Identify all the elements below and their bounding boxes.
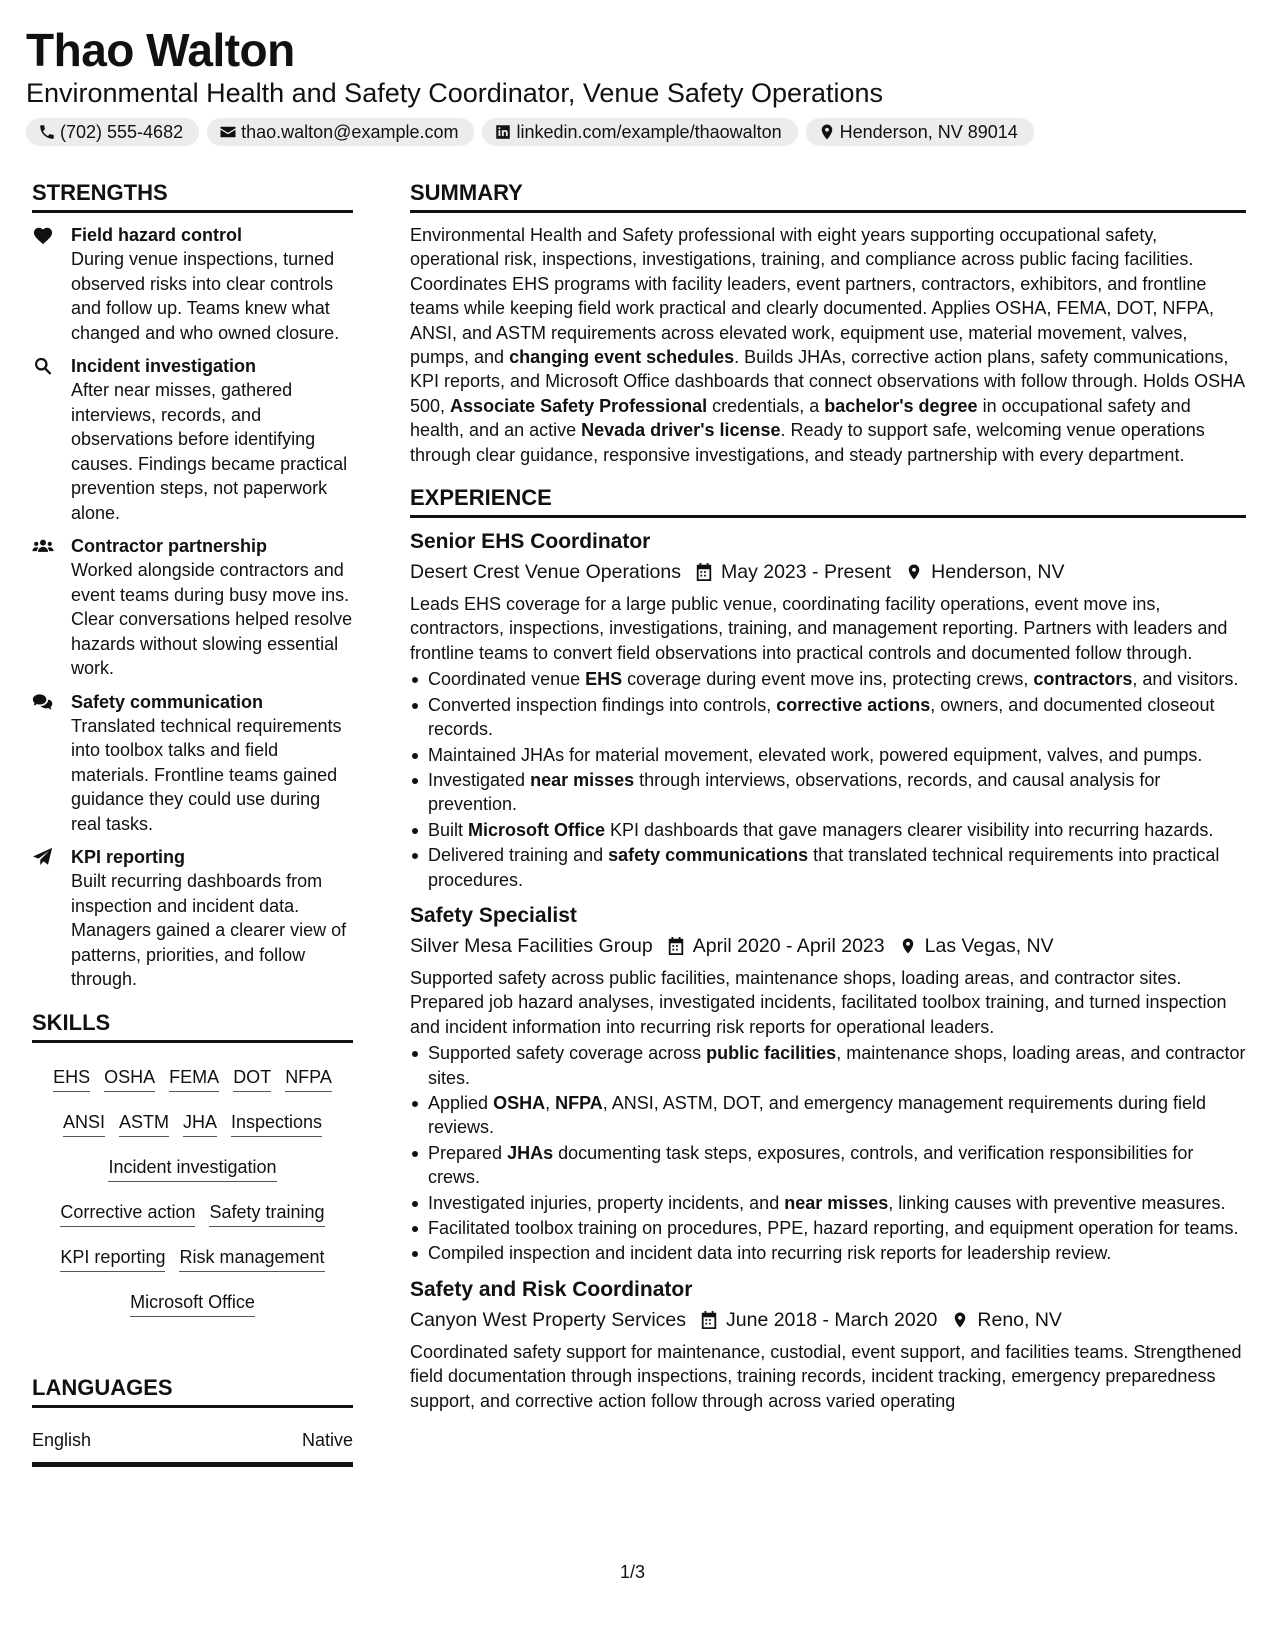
bold-text: Nevada driver's license (581, 420, 781, 441)
bold-text: Microsoft Office (468, 819, 606, 840)
job-bullet (410, 693, 1246, 742)
job-entry (410, 1276, 1246, 1413)
text-run: Environmental Health and Safety professional with eight years supporting occupational safety, operational risk, inspections, investigations, training, and compliance across public facing facilities. Coordinates EHS programs with facility leaders, event partners, contractors, exhibitors, and frontline teams while keeping field work practical and clearly documented. Applies OSHA, FEMA, DOT, NFPA, ANSI, and ASTM requirements across elevated work, equipment use, material movement, valves, pumps, and (410, 225, 1214, 368)
skill-tag: NFPA (285, 1065, 332, 1092)
strength-title: Safety communication (71, 691, 264, 712)
strength-item (32, 690, 353, 837)
text-run: Built (428, 819, 469, 840)
job-bullet (410, 818, 1246, 842)
phone-icon (38, 123, 56, 141)
contact-list (26, 118, 1251, 146)
job-description: Leads EHS coverage for a large public venue, coordinating facility operations, event move ins, contractors, inspections, investigations, training, and management reporting. Partners with leaders and frontline teams to convert field observations into practical controls and documented follow through. (410, 594, 1228, 663)
text-run: , ANSI, ASTM, DOT, and emergency management requirements during field reviews. (428, 1092, 1207, 1138)
page-number: 1/3 (620, 1562, 646, 1582)
job-entry (410, 902, 1246, 1266)
text-run: , maintenance shops, loading areas, and contractor sites. (428, 1043, 1246, 1088)
calendar-icon (695, 562, 713, 582)
job-bullet (410, 1191, 1246, 1215)
contact-linkedin-text: linkedin.com/example/thaowalton (516, 121, 782, 142)
strength-desc: Worked alongside contractors and event teams during busy move ins. Clear conversations helped resolve hazards without slowing essential work. (71, 560, 353, 678)
skills-row (32, 1280, 353, 1325)
paper-plane-icon (32, 847, 54, 867)
text-run: , (545, 1092, 556, 1113)
job-company: Canyon West Property Services (410, 1308, 686, 1331)
languages-heading: LANGUAGES (32, 1373, 353, 1408)
calendar-icon (667, 936, 685, 956)
right-column (410, 178, 1246, 1413)
skill-tag: JHA (183, 1110, 217, 1137)
text-run: in occupational safety and health, and an active (410, 395, 1191, 441)
text-run: Facilitated toolbox training on procedures, PPE, hazard reporting, and equipment operation for teams. (428, 1218, 1239, 1238)
contact-location-text: Henderson, NV 89014 (839, 121, 1018, 142)
text-run: , linking causes with preventive measures. (888, 1192, 1226, 1213)
job-bullets (410, 667, 1246, 892)
text-run: Applied (428, 1092, 494, 1113)
strength-title: Incident investigation (71, 356, 257, 376)
job-dates: June 2018 - March 2020 (726, 1308, 938, 1331)
text-run: that translated technical requirements into practical procedures. (428, 845, 1220, 890)
left-column (32, 178, 353, 1467)
skill-tag: Inspections (231, 1110, 322, 1137)
strength-item (32, 534, 353, 681)
job-company: Desert Crest Venue Operations (410, 561, 681, 584)
skill-tag: KPI reporting (60, 1245, 165, 1272)
job-location: Reno, NV (977, 1308, 1062, 1331)
strength-title: Contractor partnership (71, 536, 268, 556)
text-run: coverage during event move ins, protecting crews, (622, 669, 1034, 690)
job-title: Safety and Risk Coordinator (410, 1277, 693, 1301)
strengths-heading: STRENGTHS (32, 178, 353, 213)
bold-text: contractors (1033, 669, 1133, 690)
skill-tag: EHS (53, 1065, 90, 1092)
bold-text: bachelor's degree (824, 395, 978, 416)
envelope-icon (219, 123, 237, 141)
contact-phone[interactable] (26, 118, 199, 146)
strength-item (32, 354, 353, 525)
skill-tag: Corrective action (60, 1200, 195, 1227)
job-meta (410, 558, 1246, 586)
map-pin-icon (818, 123, 836, 141)
summary-text (410, 223, 1246, 467)
experience-heading: EXPERIENCE (410, 483, 1246, 518)
skill-tag: Risk management (179, 1245, 324, 1272)
map-pin-icon (951, 1310, 969, 1330)
job-meta (410, 1306, 1246, 1334)
skill-tag: Safety training (209, 1200, 324, 1227)
text-run: credentials, a (707, 395, 825, 416)
bold-text: EHS (585, 669, 623, 690)
bold-text: changing event schedules (509, 347, 735, 368)
contact-location (806, 118, 1034, 146)
text-run: Compiled inspection and incident data into recurring risk reports for leadership review. (428, 1243, 1112, 1264)
text-run: , and visitors. (1132, 669, 1239, 690)
job-location: Las Vegas, NV (924, 934, 1054, 957)
text-run: Prepared (428, 1142, 508, 1163)
skills-heading: SKILLS (32, 1008, 353, 1043)
language-name: English (32, 1429, 92, 1450)
job-bullet (410, 1091, 1246, 1140)
strength-desc: After near misses, gathered interviews, records, and observations before identifying causes. Findings became practical prevention steps, not paperwork alone. (71, 380, 348, 523)
text-run: Delivered training and (428, 845, 609, 866)
map-pin-icon (905, 562, 923, 582)
skills-row (32, 1055, 353, 1100)
job-bullets (410, 1041, 1246, 1266)
skill-tag: ASTM (119, 1110, 169, 1137)
contact-phone-text: (702) 555-4682 (60, 121, 184, 142)
job-bullet (410, 768, 1246, 817)
job-title: Senior EHS Coordinator (410, 530, 651, 554)
calendar-icon (700, 1310, 718, 1330)
text-run: Supported safety coverage across (428, 1043, 707, 1064)
bold-text: OSHA (493, 1092, 546, 1113)
text-run: . Builds JHAs, corrective action plans, safety communications, KPI reports, and Microsoft Office dashboards that connect observations with follow through. Holds OSHA 500, (410, 347, 1245, 416)
bold-text: public facilities (706, 1043, 837, 1064)
text-run: Converted inspection findings into controls, (428, 694, 777, 715)
skill-tag: FEMA (169, 1065, 219, 1092)
contact-linkedin[interactable] (482, 118, 797, 146)
skills-row (32, 1235, 353, 1280)
skill-tag: Microsoft Office (130, 1290, 255, 1317)
bold-text: near misses (784, 1192, 889, 1213)
candidate-name: Thao Walton (26, 24, 295, 76)
job-bullet (410, 1216, 1246, 1240)
text-run: through interviews, observations, records, and causal analysis for prevention. (428, 769, 1161, 815)
skills-row (32, 1145, 353, 1190)
bold-text: Associate Safety Professional (450, 395, 708, 416)
strength-item (32, 223, 353, 345)
strength-desc: Translated technical requirements into toolbox talks and field materials. Frontline teams gained guidance they could use during real tasks. (71, 715, 342, 834)
skill-tag: Incident investigation (108, 1155, 276, 1182)
strength-desc: During venue inspections, turned observed risks into clear controls and follow up. Teams knew what changed and who owned closure. (71, 249, 340, 343)
job-meta (410, 932, 1246, 960)
text-run: documenting task steps, exposures, controls, and verification responsibilities for crews. (428, 1142, 1194, 1188)
strength-desc: Built recurring dashboards from inspection and incident data. Managers gained a clearer view of patterns, priorities, and follow through. (71, 871, 347, 989)
skills-row (32, 1190, 353, 1235)
search-icon (32, 356, 54, 376)
bold-text: JHAs (507, 1142, 554, 1163)
comments-icon (32, 692, 54, 712)
job-bullet (410, 1241, 1246, 1265)
experience-list (410, 528, 1246, 1413)
skill-tag: DOT (233, 1065, 271, 1092)
text-run: , owners, and documented closeout records. (428, 694, 1215, 740)
skills-row (32, 1100, 353, 1145)
job-bullet (410, 1141, 1246, 1190)
job-company: Silver Mesa Facilities Group (410, 934, 653, 957)
skill-tag: ANSI (63, 1110, 105, 1137)
text-run: Coordinated venue (428, 669, 586, 690)
job-title: Safety Specialist (410, 903, 577, 927)
heart-icon (32, 225, 54, 245)
skills-list (32, 1055, 353, 1325)
text-run: Investigated injuries, property incidents, and (428, 1192, 785, 1213)
strength-title: Field hazard control (71, 225, 243, 245)
job-dates: May 2023 - Present (720, 561, 892, 584)
skill-tag: OSHA (104, 1065, 155, 1092)
job-description: Coordinated safety support for maintenance, custodial, event support, and facilities teams. Strengthened field documentation through inspections, training records, incident tracking, emergency preparedness support, and corrective action follow through across varied operating (410, 1341, 1242, 1411)
job-location: Henderson, NV (931, 561, 1065, 584)
job-bullet (410, 843, 1246, 892)
candidate-title: Environmental Health and Safety Coordinator, Venue Safety Operations (26, 78, 884, 108)
text-run: Maintained JHAs for material movement, elevated work, powered equipment, valves, and pumps. (428, 744, 1203, 765)
users-icon (32, 536, 54, 556)
language-item (32, 1428, 353, 1467)
summary-heading: SUMMARY (410, 178, 1246, 213)
text-run: Investigated (428, 769, 531, 790)
resume-header (26, 24, 1251, 146)
strengths-list (32, 223, 353, 992)
bold-text: near misses (530, 769, 635, 790)
linkedin-icon (494, 123, 512, 141)
bold-text: safety communications (608, 845, 809, 866)
contact-email-text: thao.walton@example.com (241, 121, 459, 142)
job-description: Supported safety across public facilities, maintenance shops, loading areas, and contractor sites. Prepared job hazard analyses, investigated incidents, facilitated toolbox training, and turned inspection and incident information into recurring risk reports for operational leaders. (410, 967, 1227, 1037)
language-level: Native (301, 1429, 353, 1450)
job-bullet (410, 667, 1246, 691)
map-pin-icon (899, 936, 917, 956)
job-bullet (410, 1041, 1246, 1090)
bold-text: NFPA (555, 1092, 603, 1113)
job-entry (410, 528, 1246, 892)
text-run: . Ready to support safe, welcoming venue operations through clear guidance, responsive investigations, and steady partnership with every department. (410, 420, 1205, 465)
bold-text: corrective actions (776, 694, 931, 715)
job-dates: April 2020 - April 2023 (692, 934, 885, 957)
strength-item (32, 845, 353, 992)
text-run: KPI dashboards that gave managers clearer visibility into recurring hazards. (605, 819, 1214, 840)
strength-title: KPI reporting (71, 847, 186, 867)
contact-email[interactable] (207, 118, 474, 146)
job-bullet (410, 743, 1246, 767)
